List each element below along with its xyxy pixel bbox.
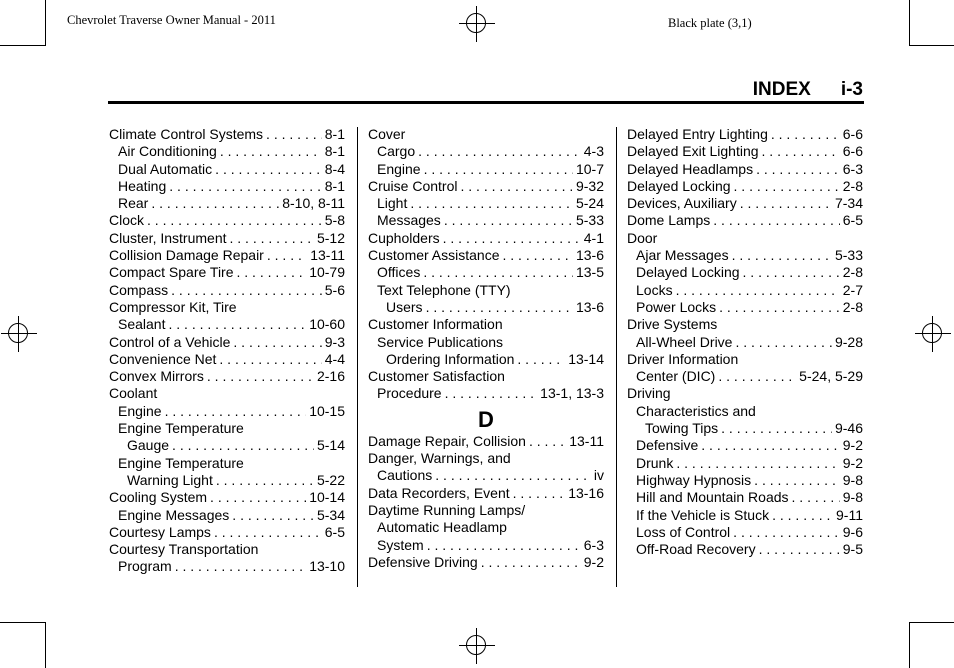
entry-page-ref: 5-14 [316, 437, 345, 454]
entry-page-ref: 9-8 [842, 489, 863, 506]
entry-page-ref: 2-8 [842, 177, 863, 194]
index-entry [627, 489, 863, 506]
entry-term: Center (DIC) [636, 368, 716, 385]
entry-term: Defensive Driving [368, 553, 478, 570]
crop-mark [909, 622, 910, 668]
page-heading [650, 78, 863, 102]
entry-term: Delayed Headlamps [627, 160, 754, 177]
index-entry [109, 541, 345, 558]
dot-leader [756, 161, 840, 178]
dot-leader [743, 264, 840, 281]
index-entry [627, 507, 863, 524]
entry-page-ref: 9-3 [324, 333, 345, 350]
entry-term: Convenience Net [109, 350, 217, 367]
dot-leader [423, 264, 573, 281]
index-entry [627, 437, 863, 454]
entry-term: Damage Repair, Collision [368, 432, 526, 449]
index-entry [627, 230, 863, 247]
entry-page-ref: 10-15 [309, 402, 345, 419]
dot-leader [435, 467, 591, 484]
index-column-3 [627, 126, 863, 558]
index-entry [627, 264, 863, 281]
index-entry [368, 178, 604, 195]
document-title: Chevrolet Traverse Owner Manual - 2011 [67, 13, 276, 27]
entry-term: Dual Automatic [118, 160, 213, 177]
dot-leader [151, 195, 279, 212]
entry-term: Gauge [127, 437, 170, 454]
entry-term: Sealant [118, 316, 166, 333]
dot-leader [426, 299, 573, 316]
entry-term: Cautions [377, 467, 433, 484]
entry-term: Cupholders [368, 229, 440, 246]
entry-term: Highway Hypnosis [636, 471, 752, 488]
index-entry [368, 554, 604, 571]
index-entry [109, 282, 345, 299]
dot-leader [762, 143, 840, 160]
entry-page-ref: 8-4 [324, 160, 345, 177]
entry-page-ref: 6-6 [842, 126, 863, 142]
index-entry [368, 195, 604, 212]
entry-term: Delayed Locking [636, 264, 740, 281]
index-entry [109, 472, 345, 489]
entry-page-ref: 13-11 [569, 432, 604, 449]
index-entry [627, 161, 863, 178]
registration-mark-icon [915, 316, 951, 352]
entry-term: Compass [109, 281, 169, 298]
index-entry [368, 143, 604, 160]
entry-page-ref: 9-6 [842, 523, 863, 540]
entry-page-ref: 9-32 [575, 177, 604, 194]
plate-label: Black plate (3,1) [668, 16, 752, 30]
dot-leader [210, 489, 306, 506]
index-entry [368, 519, 604, 536]
dot-leader [734, 178, 840, 195]
index-entry [368, 282, 604, 299]
entry-page-ref: 4-1 [583, 229, 604, 246]
entry-page-ref: 10-14 [309, 489, 345, 506]
index-entry [627, 420, 863, 437]
crop-mark [909, 0, 910, 46]
entry-term: Characteristics and [636, 402, 756, 419]
index-entry [627, 143, 863, 160]
section-title: INDEX [752, 79, 811, 100]
entry-term: Customer Assistance [368, 247, 500, 264]
index-entry [627, 524, 863, 541]
dot-leader [237, 264, 307, 281]
entry-page-ref: 9-8 [842, 471, 863, 488]
index-entry [109, 247, 345, 264]
entry-term: Door [627, 229, 658, 246]
index-entry [368, 316, 604, 333]
dot-leader [733, 524, 840, 541]
dot-leader [267, 247, 307, 264]
index-entry [368, 161, 604, 178]
entry-page-ref: 6-6 [842, 143, 863, 160]
entry-term: Locks [636, 281, 673, 298]
entry-term: Towing Tips [645, 420, 719, 437]
index-entry [109, 455, 345, 472]
index-entry [368, 247, 604, 264]
entry-page-ref: 5-12 [316, 229, 345, 246]
entry-term: Procedure [377, 385, 442, 402]
entry-term: Daytime Running Lamps/ [368, 501, 526, 518]
entry-page-ref: 13-16 [568, 484, 604, 501]
dot-leader [165, 403, 307, 420]
dot-leader [175, 558, 307, 575]
entry-term: Cluster, Instrument [109, 229, 227, 246]
entry-term: Coolant [109, 385, 158, 402]
index-entry [109, 351, 345, 368]
entry-page-ref: 6-5 [842, 212, 863, 229]
registration-mark-icon [459, 628, 495, 664]
dot-leader [718, 368, 796, 385]
dot-leader [424, 161, 573, 178]
crop-mark [909, 45, 954, 46]
entry-page-ref: 5-34 [316, 506, 345, 523]
entry-term: Ajar Messages [636, 247, 729, 264]
dot-leader [214, 524, 322, 541]
entry-term: Customer Satisfaction [368, 368, 505, 385]
entry-term: Engine [377, 160, 421, 177]
dot-leader [754, 472, 840, 489]
entry-term: Courtesy Transportation [109, 541, 259, 558]
entry-term: Cover [368, 126, 406, 142]
index-entry [627, 368, 863, 385]
entry-term: Messages [377, 212, 441, 229]
entry-page-ref: 6-3 [583, 536, 604, 553]
index-entry [109, 212, 345, 229]
index-entry [627, 178, 863, 195]
entry-page-ref: 10-7 [575, 160, 604, 177]
dot-leader [172, 437, 314, 454]
dot-leader [721, 420, 832, 437]
entry-term: Data Recorders, Event [368, 484, 510, 501]
index-entry [627, 455, 863, 472]
entry-page-ref: 4-3 [583, 143, 604, 160]
index-entry [109, 334, 345, 351]
dot-leader [517, 351, 565, 368]
crop-mark [45, 622, 46, 668]
index-entry [109, 195, 345, 212]
entry-term: Driver Information [627, 350, 739, 367]
dot-leader [701, 437, 840, 454]
index-entry [627, 541, 863, 558]
index-entry [109, 126, 345, 143]
entry-term: Engine Temperature [118, 454, 244, 471]
entry-page-ref: 9-2 [842, 454, 863, 471]
registration-mark-icon [459, 6, 495, 42]
index-entry [368, 467, 604, 484]
entry-term: Heating [118, 177, 167, 194]
index-entry [627, 299, 863, 316]
dot-leader [503, 247, 573, 264]
entry-page-ref: 6-3 [842, 160, 863, 177]
dot-leader [759, 541, 840, 558]
entry-page-ref: 9-5 [842, 541, 863, 558]
entry-term: Rear [118, 195, 149, 212]
index-entry [368, 433, 604, 450]
entry-page-ref: iv [593, 467, 604, 484]
entry-term: Loss of Control [636, 523, 731, 540]
entry-term: Danger, Warnings, and [368, 450, 511, 467]
entry-page-ref: 9-28 [834, 333, 863, 350]
entry-term: Climate Control Systems [109, 126, 264, 142]
index-entry [368, 450, 604, 467]
dot-leader [460, 178, 572, 195]
dot-leader [443, 230, 581, 247]
entry-page-ref: 8-1 [324, 126, 345, 142]
dot-leader [719, 299, 840, 316]
entry-term: Delayed Exit Lighting [627, 143, 759, 160]
index-entry [368, 264, 604, 281]
entry-page-ref: 5-22 [316, 471, 345, 488]
index-entry [109, 178, 345, 195]
index-entry [627, 282, 863, 299]
entry-page-ref: 13-6 [575, 298, 604, 315]
entry-page-ref: 5-24 [575, 195, 604, 212]
dot-leader [215, 161, 322, 178]
entry-page-ref: 9-11 [836, 506, 863, 523]
entry-term: Off-Road Recovery [636, 541, 756, 558]
index-entry [109, 558, 345, 575]
index-column-2 [368, 126, 604, 571]
dot-leader [169, 178, 322, 195]
entry-page-ref: 2-8 [842, 298, 863, 315]
entry-term: If the Vehicle is Stuck [636, 506, 770, 523]
dot-leader [676, 455, 839, 472]
entry-term: Dome Lamps [627, 212, 711, 229]
dot-leader [445, 385, 538, 402]
index-entry [109, 316, 345, 333]
column-divider [357, 127, 358, 587]
index-entry [368, 230, 604, 247]
index-entry [368, 485, 604, 502]
dot-leader [171, 282, 322, 299]
entry-term: Program [118, 558, 172, 575]
entry-page-ref: 13-10 [309, 558, 345, 575]
entry-page-ref: 10-79 [309, 264, 345, 281]
index-entry [368, 502, 604, 519]
index-entry [109, 420, 345, 437]
entry-term: Clock [109, 212, 145, 229]
index-entry [368, 334, 604, 351]
entry-page-ref: 2-8 [842, 264, 863, 281]
entry-page-ref: 5-33 [575, 212, 604, 229]
entry-page-ref: 13-11 [310, 247, 345, 264]
entry-term: Power Locks [636, 298, 717, 315]
entry-page-ref: 6-5 [324, 523, 345, 540]
dot-leader [266, 126, 322, 143]
index-entry [109, 507, 345, 524]
dot-leader [230, 230, 314, 247]
entry-term: Cargo [377, 143, 416, 160]
index-entry [627, 334, 863, 351]
entry-term: Drunk [636, 454, 674, 471]
dot-leader [219, 351, 321, 368]
entry-term: Compressor Kit, Tire [109, 298, 237, 315]
dot-leader [220, 143, 322, 160]
dot-leader [147, 212, 322, 229]
index-entry [627, 351, 863, 368]
entry-page-ref: 13-14 [568, 350, 604, 367]
entry-term: Collision Damage Repair [109, 247, 264, 264]
entry-term: Courtesy Lamps [109, 523, 211, 540]
dot-leader [233, 334, 321, 351]
entry-term: Engine [118, 402, 162, 419]
index-entry [109, 161, 345, 178]
dot-leader [418, 143, 581, 160]
entry-page-ref: 5-8 [324, 212, 345, 229]
index-entry [109, 264, 345, 281]
dot-leader [676, 282, 840, 299]
dot-leader [529, 433, 566, 450]
index-entry [109, 403, 345, 420]
dot-leader [410, 195, 573, 212]
entry-term: Delayed Locking [627, 177, 731, 194]
entry-term: Automatic Headlamp [377, 519, 507, 536]
entry-page-ref: 5-33 [834, 247, 863, 264]
entry-term: Convex Mirrors [109, 368, 204, 385]
entry-term: Hill and Mountain Roads [636, 489, 789, 506]
entry-term: Air Conditioning [118, 143, 217, 160]
entry-page-ref: 13-6 [575, 247, 604, 264]
dot-leader [427, 537, 581, 554]
entry-page-ref: 4-4 [324, 350, 345, 367]
dot-leader [792, 489, 840, 506]
dot-leader [207, 368, 314, 385]
index-entry [627, 385, 863, 402]
entry-term: Engine Messages [118, 506, 230, 523]
entry-term: Cruise Control [368, 177, 458, 194]
entry-term: Service Publications [377, 333, 504, 350]
entry-page-ref: 13-1, 13-3 [540, 385, 604, 402]
index-entry [109, 524, 345, 541]
index-entry [627, 472, 863, 489]
dot-leader [444, 212, 573, 229]
index-entry [109, 299, 345, 316]
index-entry [627, 403, 863, 420]
dot-leader [232, 507, 314, 524]
entry-page-ref: 9-2 [583, 553, 604, 570]
dot-leader [168, 316, 306, 333]
entry-page-ref: 8-10, 8-11 [282, 195, 345, 212]
index-entry [109, 385, 345, 402]
index-entry [109, 230, 345, 247]
crop-mark [0, 622, 46, 623]
entry-term: Users [386, 298, 423, 315]
dot-leader [772, 507, 833, 524]
index-entry [368, 212, 604, 229]
entry-term: Engine Temperature [118, 420, 244, 437]
dot-leader [771, 126, 840, 143]
entry-page-ref: 5-6 [324, 281, 345, 298]
entry-page-ref: 8-1 [324, 143, 345, 160]
index-entry [627, 212, 863, 229]
crop-mark [45, 0, 46, 46]
index-entry [627, 247, 863, 264]
registration-mark-icon [1, 316, 37, 352]
index-entry [368, 368, 604, 385]
entry-page-ref: 10-60 [309, 316, 345, 333]
entry-page-ref: 5-24, 5-29 [799, 368, 863, 385]
entry-term: Light [377, 195, 408, 212]
crop-mark [909, 622, 954, 623]
index-entry [109, 368, 345, 385]
entry-page-ref: 7-34 [834, 195, 863, 212]
entry-term: Warning Light [127, 471, 213, 488]
entry-term: All-Wheel Drive [636, 333, 733, 350]
dot-leader [513, 485, 566, 502]
index-entry [627, 126, 863, 143]
index-entry [368, 385, 604, 402]
entry-page-ref: 2-7 [842, 281, 863, 298]
index-entry [368, 299, 604, 316]
entry-page-ref: 8-1 [324, 177, 345, 194]
column-divider [616, 127, 617, 587]
dot-leader [735, 334, 832, 351]
entry-page-ref: 13-5 [575, 264, 604, 281]
entry-term: Devices, Auxiliary [627, 195, 737, 212]
entry-term: Driving [627, 385, 671, 402]
entry-page-ref: 2-16 [316, 368, 345, 385]
dot-leader [713, 212, 840, 229]
index-entry [627, 316, 863, 333]
index-entry [109, 437, 345, 454]
dot-leader [481, 554, 581, 571]
dot-leader [732, 247, 832, 264]
entry-term: Defensive [636, 437, 699, 454]
heading-rule [108, 101, 864, 104]
entry-term: Customer Information [368, 316, 503, 333]
entry-term: Delayed Entry Lighting [627, 126, 768, 142]
entry-term: Offices [377, 264, 421, 281]
crop-mark [0, 45, 46, 46]
dot-leader [740, 195, 832, 212]
index-column-1 [109, 126, 345, 576]
index-entry [368, 351, 604, 368]
page-number: i-3 [840, 79, 863, 100]
entry-term: System [377, 536, 424, 553]
index-entry [109, 143, 345, 160]
index-entry [368, 126, 604, 143]
entry-term: Cooling System [109, 489, 208, 506]
index-entry [368, 537, 604, 554]
entry-term: Text Telephone (TTY) [377, 281, 511, 298]
index-entry [109, 489, 345, 506]
entry-term: Control of a Vehicle [109, 333, 231, 350]
dot-leader [216, 472, 314, 489]
entry-term: Compact Spare Tire [109, 264, 234, 281]
entry-page-ref: 9-46 [834, 420, 863, 437]
entry-term: Drive Systems [627, 316, 718, 333]
index-entry [627, 195, 863, 212]
index-letter-heading: D [478, 406, 494, 432]
entry-page-ref: 9-2 [842, 437, 863, 454]
entry-term: Ordering Information [386, 350, 515, 367]
